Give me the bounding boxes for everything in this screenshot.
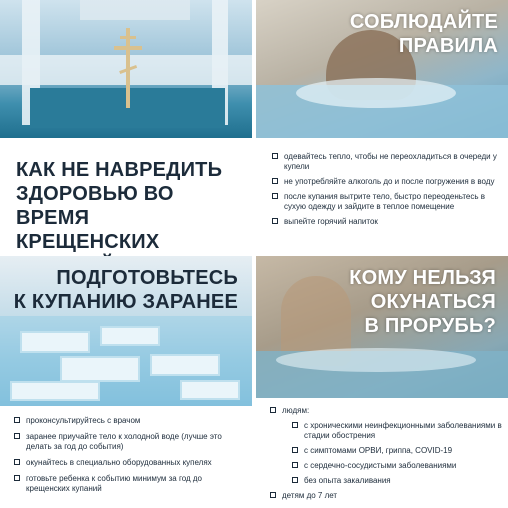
list-item: с хроническими неинфекционными заболеваниями в стадии обострения xyxy=(292,421,502,441)
panel-prepare-in-advance xyxy=(0,256,252,508)
checkbox-icon xyxy=(14,459,20,465)
list-item: без опыта закаливания xyxy=(292,476,502,486)
panel-headline: ПОДГОТОВЬТЕСЬ К КУПАНИЮ ЗАРАНЕЕ xyxy=(13,267,238,313)
list-item: после купания вытрите тело, быстро переоденьтесь в сухую одежду и зайдите в теплое помещение xyxy=(272,192,502,212)
checkbox-icon xyxy=(270,492,276,498)
list-item: с симптомами ОРВИ, гриппа, COVID-19 xyxy=(292,446,502,456)
checkbox-icon xyxy=(292,462,298,468)
checkbox-icon xyxy=(14,475,20,481)
list-item: выпейте горячий напиток xyxy=(272,217,502,227)
list-item: одевайтесь тепло, чтобы не переохладиться в очереди у купели xyxy=(272,152,502,172)
panel-follow-rules xyxy=(256,0,508,252)
sub-list xyxy=(282,421,502,486)
checkbox-icon xyxy=(292,447,298,453)
checkbox-icon xyxy=(272,193,278,199)
checkbox-icon xyxy=(14,433,20,439)
checkbox-icon xyxy=(292,422,298,428)
panel-headline: КОМУ НЕЛЬЗЯ ОКУНАТЬСЯ В ПРОРУБЬ? xyxy=(349,267,496,337)
panel-how-not-to-harm xyxy=(0,0,252,252)
checkbox-icon xyxy=(272,153,278,159)
panel-who-should-not-plunge xyxy=(256,256,508,508)
checkbox-icon xyxy=(272,218,278,224)
list-item: людям: с хроническими неинфекционными заболеваниями в стадии обострения с симптомами ОРВИ, гриппа, COVID-19 с сердечно-сосудистыми заболеваниями без опыта закаливания xyxy=(270,406,502,486)
list-item: не употребляйте алкоголь до и после погружения в воду xyxy=(272,177,502,187)
list-item: детям до 7 лет xyxy=(270,491,502,501)
list-item: с сердечно-сосудистыми заболеваниями xyxy=(292,461,502,471)
checkbox-icon xyxy=(14,417,20,423)
rules-list xyxy=(272,152,502,232)
preparation-list xyxy=(14,416,246,500)
contraindications-list xyxy=(270,406,502,506)
list-item: окунайтесь в специально оборудованных купелях xyxy=(14,458,246,468)
orthodox-cross-icon xyxy=(110,28,146,108)
photo-ice-hole-cross xyxy=(0,0,252,138)
checkbox-icon xyxy=(270,407,276,413)
list-item: заранее приучайте тело к холодной воде (лучше это делать за год до события) xyxy=(14,432,246,452)
checkbox-icon xyxy=(292,477,298,483)
list-item: проконсультируйтесь с врачом xyxy=(14,416,246,426)
panel-headline: СОБЛЮДАЙТЕ ПРАВИЛА xyxy=(349,11,498,57)
checkbox-icon xyxy=(272,178,278,184)
panel-headline: КАК НЕ НАВРЕДИТЬ ЗДОРОВЬЮ ВО ВРЕМЯ КРЕЩЕНСКИХ xyxy=(16,159,223,253)
list-item: готовьте ребенка к событию минимум за год до крещенских купаний xyxy=(14,474,246,494)
